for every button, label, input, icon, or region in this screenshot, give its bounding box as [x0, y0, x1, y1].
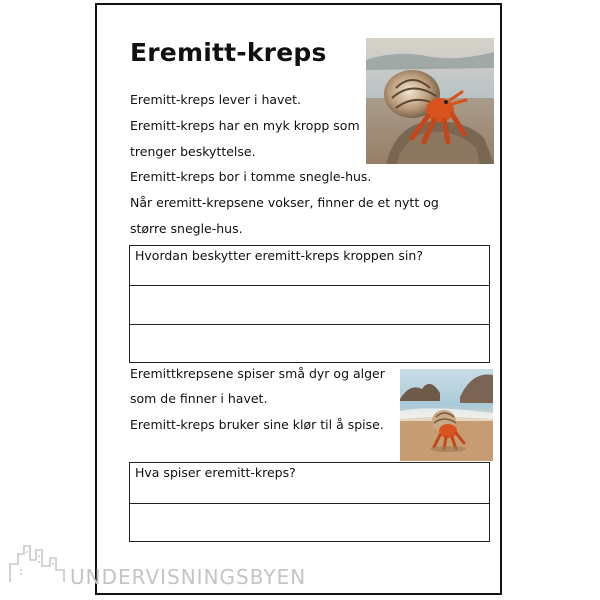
intro-line-2: Eremitt-kreps har en myk kropp som: [130, 118, 360, 133]
question-1-text: Hvordan beskytter eremitt-kreps kroppen sin?: [135, 248, 423, 263]
intro-line-3: trenger beskyttelse.: [130, 144, 256, 159]
question-2-row: [130, 463, 489, 504]
intro-line-4: Eremitt-kreps bor i tomme snegle-hus.: [130, 169, 372, 184]
question-box-2: [129, 462, 490, 542]
city-skyline-icon: [8, 540, 68, 588]
answer-line-2a[interactable]: [130, 504, 489, 541]
page-title: Eremitt-kreps: [130, 38, 327, 67]
question-1-row: [130, 246, 489, 286]
middle-line-2: som de finner i havet.: [130, 391, 268, 406]
intro-line-6: større snegle-hus.: [130, 221, 243, 236]
middle-line-3: Eremitt-kreps bruker sine klør til å spise.: [130, 417, 384, 432]
answer-line-1b[interactable]: [130, 325, 489, 361]
intro-line-5: Når eremitt-krepsene vokser, finner de et nytt og: [130, 195, 439, 210]
question-box-1: [129, 245, 490, 363]
answer-line-1a[interactable]: [130, 286, 489, 325]
intro-line-1: Eremitt-kreps lever i havet.: [130, 92, 301, 107]
middle-line-1: Eremittkrepsene spiser små dyr og alger: [130, 366, 385, 381]
watermark-text: UNDERVISNINGSBYEN: [70, 565, 307, 589]
question-2-text: Hva spiser eremitt-kreps?: [135, 465, 296, 480]
hermit-crab-photo-beach: [400, 369, 493, 461]
hermit-crab-photo-top: [366, 38, 494, 164]
